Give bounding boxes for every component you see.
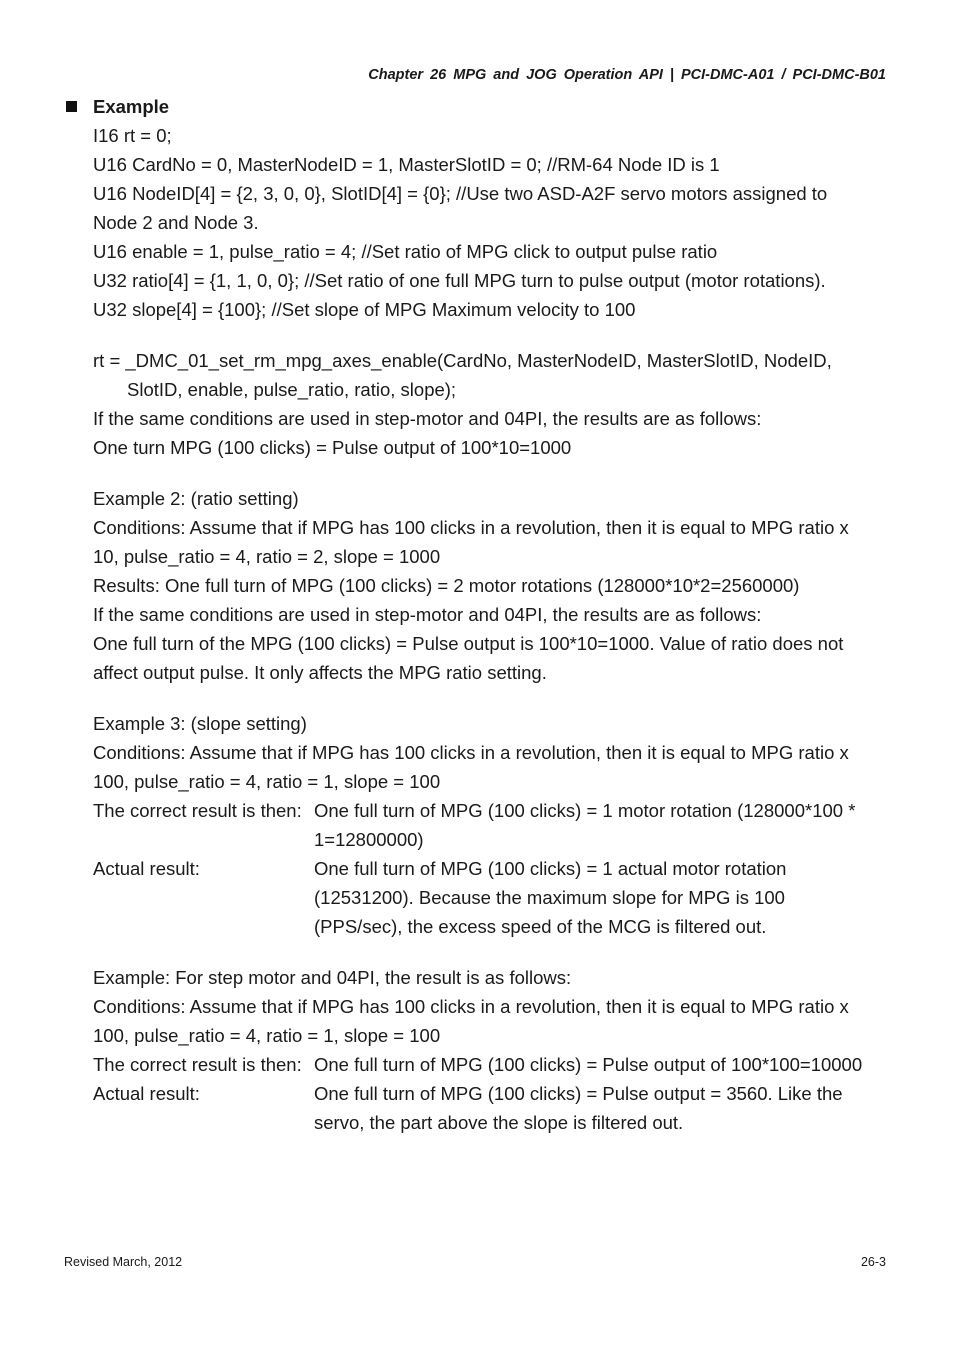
code-line: I16 rt = 0; bbox=[93, 125, 172, 146]
page-content bbox=[93, 92, 893, 1137]
actual-result-text: One full turn of MPG (100 clicks) = Pulse output = 3560. Like the bbox=[314, 1083, 843, 1104]
correct-result-text: One full turn of MPG (100 clicks) = Pulse output of 100*100=10000 bbox=[314, 1054, 863, 1075]
code-block bbox=[93, 121, 893, 324]
example4-conditions: 100, pulse_ratio = 4, ratio = 1, slope = 100 bbox=[93, 1025, 441, 1046]
code-line: U16 CardNo = 0, MasterNodeID = 1, MasterSlotID = 0; //RM-64 Node ID is 1 bbox=[93, 154, 720, 175]
example3-correct-result bbox=[93, 796, 893, 854]
actual-result-text: servo, the part above the slope is filtered out. bbox=[314, 1112, 684, 1133]
actual-result-label: Actual result: bbox=[93, 858, 200, 879]
example4-actual-result bbox=[93, 1079, 893, 1137]
footer-page-number: 26-3 bbox=[860, 1255, 886, 1269]
example3-conditions: 100, pulse_ratio = 4, ratio = 1, slope = 100 bbox=[93, 771, 441, 792]
call-line-continued: SlotID, enable, pulse_ratio, ratio, slope); bbox=[127, 379, 457, 400]
correct-result-label: The correct result is then: bbox=[93, 1054, 302, 1075]
page-header: Chapter 26 MPG and JOG Operation API | PCI-DMC-A01 / PCI-DMC-B01 bbox=[368, 67, 886, 83]
example3-title: Example 3: (slope setting) bbox=[93, 713, 307, 734]
correct-result-text: One full turn of MPG (100 clicks) = 1 motor rotation (128000*100 * bbox=[314, 800, 856, 821]
example4-title: Example: For step motor and 04PI, the result is as follows: bbox=[93, 967, 572, 988]
correct-result-label: The correct result is then: bbox=[93, 800, 302, 821]
example2-section bbox=[93, 484, 893, 687]
step-motor-result: One turn MPG (100 clicks) = Pulse output of 100*10=1000 bbox=[93, 437, 572, 458]
example-heading bbox=[93, 92, 893, 121]
example2-title: Example 2: (ratio setting) bbox=[93, 488, 299, 509]
example3-actual-result bbox=[93, 854, 893, 941]
example2-text: Conditions: Assume that if MPG has 100 clicks in a revolution, then it is equal to MPG ratio x bbox=[93, 517, 849, 538]
example3-section bbox=[93, 709, 893, 941]
example2-text: affect output pulse. It only affects the MPG ratio setting. bbox=[93, 662, 547, 683]
example2-text: Results: One full turn of MPG (100 clicks) = 2 motor rotations (128000*10*2=2560000) bbox=[93, 575, 800, 596]
code-line: U16 enable = 1, pulse_ratio = 4; //Set ratio of MPG click to output pulse ratio bbox=[93, 241, 718, 262]
correct-result-text: 1=12800000) bbox=[314, 829, 424, 850]
square-bullet-icon bbox=[66, 101, 77, 112]
actual-result-label: Actual result: bbox=[93, 1083, 200, 1104]
step-motor-note: If the same conditions are used in step-motor and 04PI, the results are as follows: bbox=[93, 408, 762, 429]
actual-result-text: One full turn of MPG (100 clicks) = 1 actual motor rotation bbox=[314, 858, 787, 879]
actual-result-text: (12531200). Because the maximum slope for MPG is 100 bbox=[314, 887, 785, 908]
code-line: U32 ratio[4] = {1, 1, 0, 0}; //Set ratio of one full MPG turn to pulse output (motor rotations). bbox=[93, 270, 826, 291]
call-block bbox=[93, 346, 893, 462]
example-heading-text: Example bbox=[93, 96, 170, 117]
code-line: U16 NodeID[4] = {2, 3, 0, 0}, SlotID[4] = {0}; //Use two ASD-A2F servo motors assigned to bbox=[93, 183, 828, 204]
code-line: U32 slope[4] = {100}; //Set slope of MPG Maximum velocity to 100 bbox=[93, 299, 636, 320]
actual-result-text: (PPS/sec), the excess speed of the MCG is filtered out. bbox=[314, 916, 767, 937]
example2-text: If the same conditions are used in step-motor and 04PI, the results are as follows: bbox=[93, 604, 762, 625]
example4-correct-result bbox=[93, 1050, 893, 1079]
example3-conditions: Conditions: Assume that if MPG has 100 clicks in a revolution, then it is equal to MPG ratio x bbox=[93, 742, 849, 763]
code-line: Node 2 and Node 3. bbox=[93, 212, 259, 233]
example2-text: One full turn of the MPG (100 clicks) = Pulse output is 100*10=1000. Value of ratio does not bbox=[93, 633, 844, 654]
example4-section bbox=[93, 963, 893, 1137]
footer-revision: Revised March, 2012 bbox=[64, 1255, 183, 1269]
example4-conditions: Conditions: Assume that if MPG has 100 clicks in a revolution, then it is equal to MPG ratio x bbox=[93, 996, 849, 1017]
example2-text: 10, pulse_ratio = 4, ratio = 2, slope = 1000 bbox=[93, 546, 441, 567]
call-line: rt = _DMC_01_set_rm_mpg_axes_enable(CardNo, MasterNodeID, MasterSlotID, NodeID, bbox=[93, 350, 832, 371]
